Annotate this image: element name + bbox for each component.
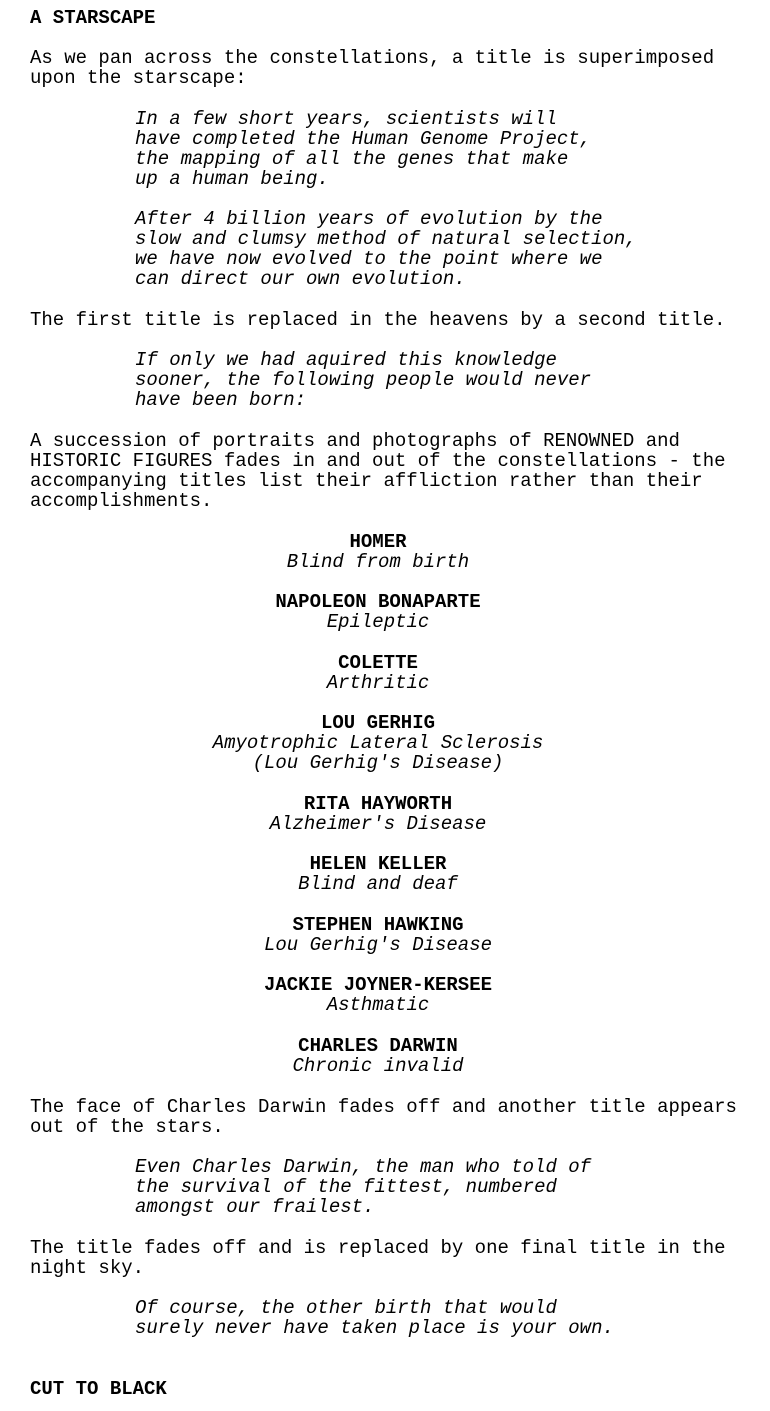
figure-affliction: (Lou Gerhig's Disease) bbox=[252, 752, 504, 774]
action-line: night sky. bbox=[30, 1257, 145, 1279]
title-line: surely never have taken place is your own. bbox=[135, 1317, 614, 1339]
figure-name: HOMER bbox=[349, 531, 407, 553]
figure-name: LOU GERHIG bbox=[320, 712, 436, 734]
figure-name: RITA HAYWORTH bbox=[303, 793, 453, 815]
action-line: HISTORIC FIGURES fades in and out of the constellations - the bbox=[30, 450, 726, 472]
title-line: we have now evolved to the point where we bbox=[135, 248, 603, 270]
action-line: The first title is replaced in the heavens by a second title. bbox=[30, 309, 726, 331]
figure-affliction: Lou Gerhig's Disease bbox=[263, 934, 493, 956]
figure-affliction: Arthritic bbox=[326, 672, 430, 694]
figure-affliction: Alzheimer's Disease bbox=[269, 813, 487, 835]
figure-affliction: Epileptic bbox=[326, 611, 430, 633]
title-line: After 4 billion years of evolution by the bbox=[135, 208, 603, 230]
figure-affliction: Amyotrophic Lateral Sclerosis bbox=[212, 732, 544, 754]
title-line: the survival of the fittest, numbered bbox=[135, 1176, 557, 1198]
action-line: The face of Charles Darwin fades off and another title appears bbox=[30, 1096, 737, 1118]
title-line: up a human being. bbox=[135, 168, 329, 190]
action-line: accomplishments. bbox=[30, 490, 213, 512]
figure-name: COLETTE bbox=[338, 652, 418, 674]
action-line: accompanying titles list their affliction rather than their bbox=[30, 470, 703, 492]
title-line: sooner, the following people would never bbox=[135, 369, 592, 391]
figure-name: HELEN KELLER bbox=[309, 853, 447, 875]
title-line: In a few short years, scientists will bbox=[135, 108, 557, 130]
figure-affliction: Asthmatic bbox=[326, 994, 430, 1016]
figure-affliction: Blind and deaf bbox=[298, 873, 458, 895]
figure-name: CHARLES DARWIN bbox=[298, 1035, 458, 1057]
title-line: have been born: bbox=[135, 389, 307, 411]
title-line: slow and clumsy method of natural selection, bbox=[135, 228, 637, 250]
action-line: upon the starscape: bbox=[30, 67, 247, 89]
action-line: out of the stars. bbox=[30, 1116, 224, 1138]
scene-heading: A STARSCAPE bbox=[30, 7, 156, 29]
title-line: Even Charles Darwin, the man who told of bbox=[135, 1156, 592, 1178]
figure-name: JACKIE JOYNER-KERSEE bbox=[263, 974, 493, 996]
action-line: The title fades off and is replaced by one final title in the bbox=[30, 1237, 726, 1259]
title-line: the mapping of all the genes that make bbox=[135, 148, 569, 170]
figure-affliction: Blind from birth bbox=[286, 551, 470, 573]
title-line: If only we had aquired this knowledge bbox=[135, 349, 557, 371]
title-line: Of course, the other birth that would bbox=[135, 1297, 557, 1319]
figure-name: STEPHEN HAWKING bbox=[292, 914, 464, 936]
title-line: can direct our own evolution. bbox=[135, 268, 466, 290]
action-line: A succession of portraits and photographs of RENOWNED and bbox=[30, 430, 680, 452]
transition: CUT TO BLACK bbox=[30, 1378, 167, 1400]
title-line: amongst our frailest. bbox=[135, 1196, 375, 1218]
title-line: have completed the Human Genome Project, bbox=[135, 128, 592, 150]
figure-name: NAPOLEON BONAPARTE bbox=[275, 591, 481, 613]
figure-affliction: Chronic invalid bbox=[292, 1055, 464, 1077]
action-line: As we pan across the constellations, a title is superimposed bbox=[30, 47, 715, 69]
